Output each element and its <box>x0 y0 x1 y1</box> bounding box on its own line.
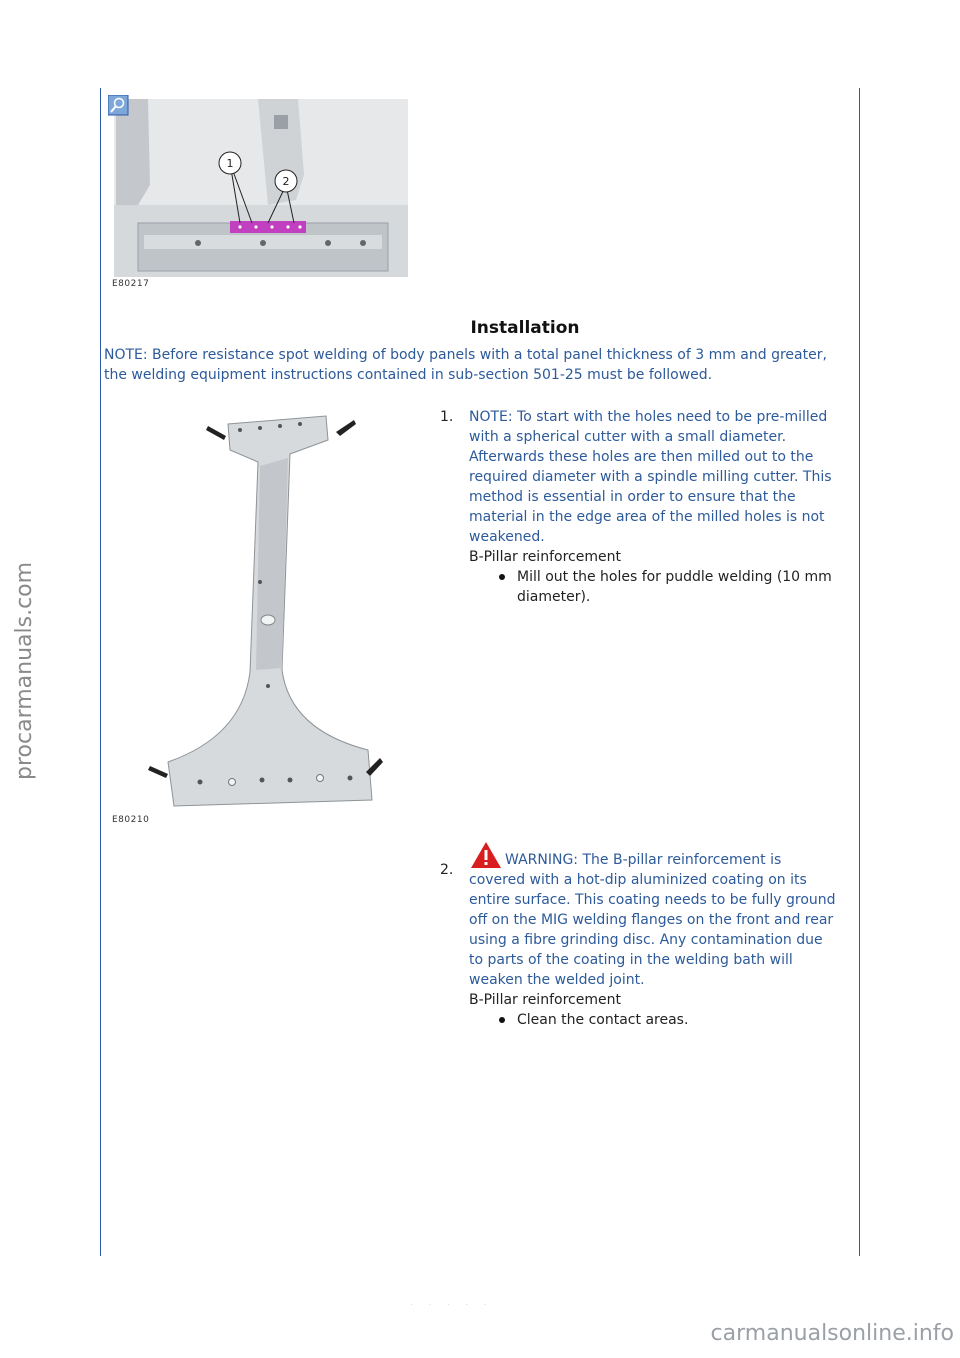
step-2-number: 2. <box>440 862 454 878</box>
step-1 <box>430 407 850 607</box>
callout-2-label: 2 <box>282 175 290 188</box>
general-note: NOTE: Before resistance spot welding of body panels with a total panel thickness of 3 mm and greater, the welding equipment instructions contained in sub-section 501-25 must be followed. <box>104 347 827 383</box>
left-margin-rule <box>100 88 101 1256</box>
right-margin-rule <box>859 88 860 1256</box>
warning-icon <box>469 840 503 870</box>
step-1-note: NOTE: To start with the holes need to be pre-milled with a spherical cutter with a small diameter. Afterwards these holes are then milled out to the required diameter with a spindle milling cutter. This method is essential in order to ensure that the material in the edge area of the milled holes is not weakened. <box>469 409 832 545</box>
step-1-component: B-Pillar reinforcement <box>469 549 621 565</box>
figure-e80210 <box>140 410 390 810</box>
b-pillar-reinforcement-illustration <box>140 410 390 810</box>
step-2-component: B-Pillar reinforcement <box>469 992 621 1008</box>
bottom-watermark: carmanualsonline.info <box>710 1321 954 1346</box>
step-1-number: 1. <box>440 409 454 425</box>
arrow-top-right-icon <box>336 420 356 436</box>
b-pillar-lower-illustration <box>108 95 410 295</box>
step-2-warning-block <box>469 840 839 990</box>
step-1-bullet: Mill out the holes for puddle welding (10 mm diameter). <box>497 567 839 607</box>
step-2 <box>430 840 850 1030</box>
page-number: · · · · · <box>410 1300 493 1311</box>
section-heading: Installation <box>470 318 580 338</box>
callout-1-label: 1 <box>226 157 234 170</box>
figure-id-e80217: E80217 <box>112 279 150 289</box>
arrow-top-left-icon <box>206 426 226 440</box>
step-2-bullet: Clean the contact areas. <box>497 1010 839 1030</box>
arrow-bottom-left-icon <box>148 766 168 778</box>
figure-id-e80210: E80210 <box>112 815 150 825</box>
side-watermark: procarmanuals.com <box>12 561 37 780</box>
step-2-warning: WARNING: The B-pillar reinforcement is covered with a hot-dip aluminized coating on its entire surface. This coating needs to be fully ground off on the MIG welding flanges on the front and rear using a fibre grinding disc. Any contamination due to parts of the coating in the welding bath will weaken the welded joint. <box>469 852 836 988</box>
figure-e80217 <box>108 95 410 295</box>
